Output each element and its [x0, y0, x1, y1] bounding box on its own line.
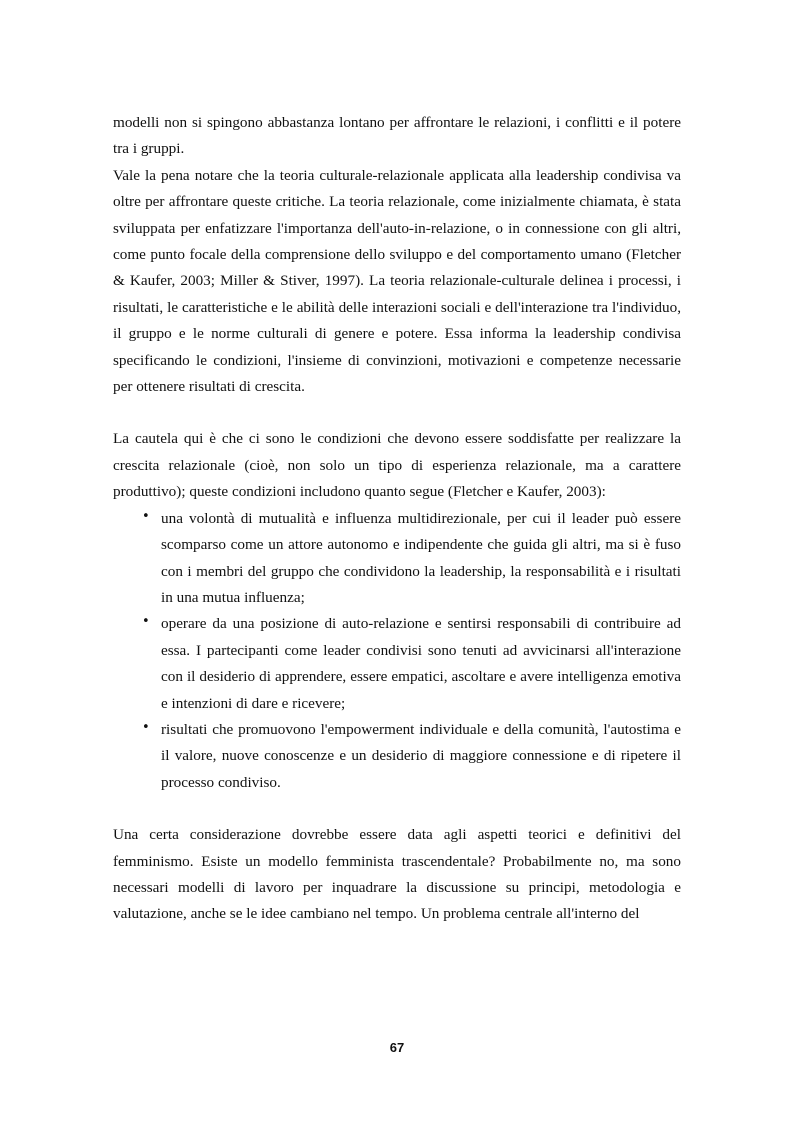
list-item: [142, 506, 681, 612]
paragraph-relational-theory: Vale la pena notare che la teoria culturale-relazionale applicata alla leadership condivisa va oltre per affrontare queste critiche. La teoria relazionale, come inizialmente chiamata, è stata sviluppata per enfatizzare l'importanza dell'auto-in-relazione, o in connessione con gli altri, come punto focale della comprensione dello sviluppo e del comportamento umano (Fletcher & Kaufer, 2003; Miller & Stiver, 1997). La teoria relazionale-culturale delinea i processi, i risultati, le caratteristiche e le abilità delle interazioni sociali e dell'interazione tra l'individuo, il gruppo e le norme culturali di genere e potere. Essa informa la leadership condivisa specificando le condizioni, l'insieme di convinzioni, motivazioni e competenze necessarie per ottenere risultati di crescita.: [113, 166, 681, 396]
conditions-list: [113, 506, 681, 796]
list-item-text: risultati che promuovono l'empowerment individuale e della comunità, l'autostima e il valore, nuove conoscenze e un desiderio di maggiore connessione e di ripetere il processo condiviso.: [161, 720, 681, 791]
paragraph-gap: [113, 400, 681, 426]
paragraph-gap: [113, 796, 681, 822]
paragraph-feminism: Una certa considerazione dovrebbe essere data agli aspetti teorici e definitivi del femminismo. Esiste un modello femminista trascendentale? Probabilmente no, ma sono necessari modelli di lavoro per inquadrare la discussione su principi, metodologia e valutazione, anche se le idee cambiano nel tempo. Un problema centrale all'interno del: [113, 826, 681, 923]
bullet-icon: •: [142, 614, 150, 630]
bullet-icon: •: [142, 719, 150, 735]
list-item-text: operare da una posizione di auto-relazione e sentirsi responsabili di contribuire ad essa. I partecipanti come leader condivisi sono tenuti ad avvicinarsi all'interazione con il desiderio di apprendere, essere empatici, ascoltare e avere intelligenza emotiva e intenzioni di dare e ricevere;: [161, 615, 681, 712]
paragraph-conditions-intro: La cautela qui è che ci sono le condizioni che devono essere soddisfatte per realizzare la crescita relazionale (cioè, non solo un tipo di esperienza relazionale, ma a carattere produttivo); queste condizioni includono quanto segue (Fletcher e Kaufer, 2003):: [113, 430, 681, 501]
list-item-text: una volontà di mutualità e influenza multidirezionale, per cui il leader può essere scomparso come un attore autonomo e indipendente che guida gli altri, ma si è fuso con i membri del gruppo che condividono la leadership, la responsabilità e i risultati in una mutua influenza;: [161, 509, 681, 606]
paragraph-continuation: modelli non si spingono abbastanza lontano per affrontare le relazioni, i conflitti e il potere tra i gruppi.: [113, 114, 681, 158]
list-item: [142, 611, 681, 717]
list-item: [142, 717, 681, 796]
page-number: 67: [389, 1040, 405, 1055]
bullet-icon: •: [142, 508, 150, 524]
document-body: [113, 110, 681, 928]
